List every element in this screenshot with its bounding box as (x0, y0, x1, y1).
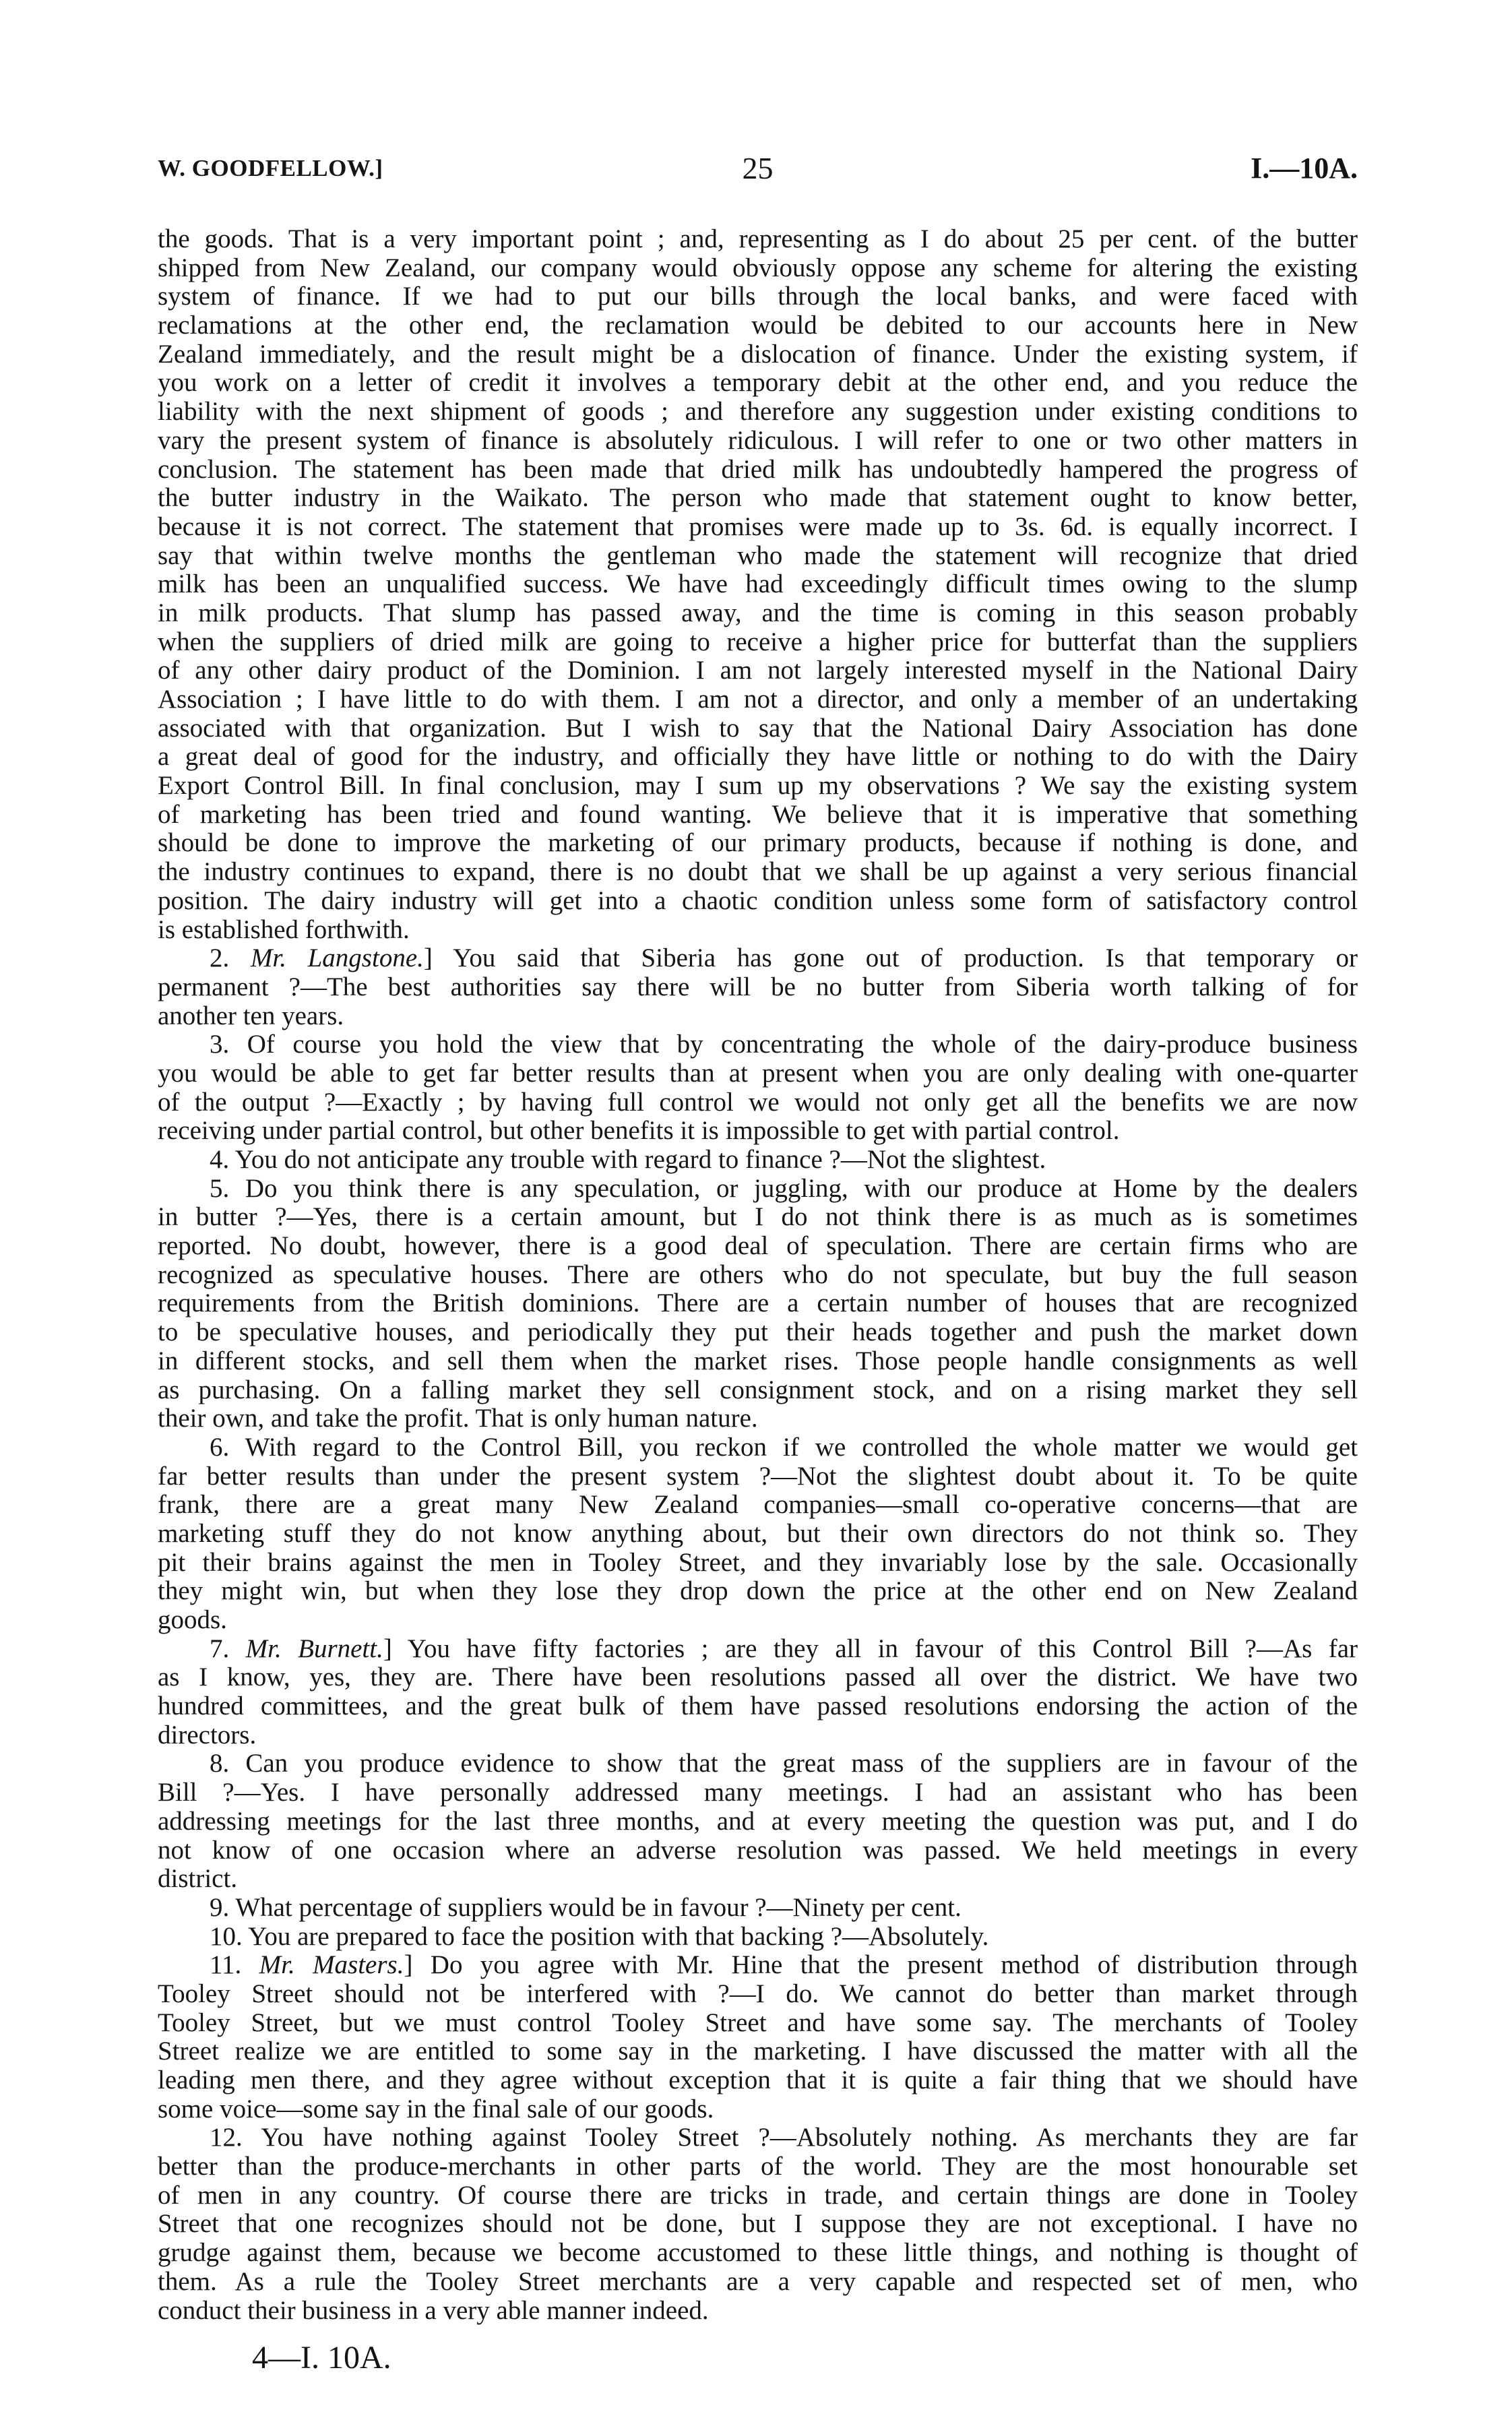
text-line (158, 1865, 1358, 1894)
line-text: permanent ?—The best authorities say there will be no butter from Siberia worth talking of for (158, 972, 1358, 1001)
question-number: 3. (210, 1030, 230, 1059)
text-line (158, 398, 1358, 427)
text-line (158, 1606, 1358, 1635)
line-text: of men in any country. Of course there are tricks in trade, and certain things are done in Tooley (158, 2180, 1358, 2210)
text-line (158, 2037, 1358, 2066)
line-text: You do not anticipate any trouble with regard to finance ?—Not the slightest. (234, 1145, 1046, 1174)
text-line (158, 1376, 1358, 1405)
line-text: district. (158, 1864, 238, 1894)
question-number: 10. (210, 1921, 243, 1951)
text-line (158, 1203, 1358, 1232)
text-line (158, 484, 1358, 513)
question-number: 5. (210, 1173, 230, 1203)
question-paragraph (158, 1030, 1358, 1146)
text-line (158, 743, 1358, 772)
paper-reference: I.—10A. (1251, 152, 1358, 185)
line-text: recognized as speculative houses. There are others who do not speculate, but buy the full season (158, 1260, 1358, 1289)
question-paragraph (158, 1894, 1358, 1923)
line-text: directors. (158, 1720, 257, 1749)
line-text: With regard to the Control Bill, you reckon if we controlled the whole matter we would get (245, 1432, 1358, 1462)
line-text: reclamations at the other end, the reclamation would be debited to our accounts here in New (158, 311, 1358, 340)
text-line (158, 916, 1358, 945)
line-text: leading men there, and they agree without exception that it is quite a fair thing that we should have (158, 2066, 1358, 2095)
text-line (158, 1146, 1358, 1175)
text-line (158, 1002, 1358, 1031)
line-text: in butter ?—Yes, there is a certain amount, but I do not think there is as much as is sometimes (158, 1202, 1358, 1232)
line-text: receiving under partial control, but other benefits it is impossible to get with partial control. (158, 1116, 1120, 1146)
line-text: some voice—some say in the final sale of our goods. (158, 2094, 714, 2123)
line-text: the goods. That is a very important point ; and, representing as I do about 25 per cent. of the butter (158, 224, 1358, 253)
line-text: far better results than under the present system ?—Not the slightest doubt about it. To be quite (158, 1461, 1358, 1491)
line-text: milk has been an unqualified success. We have had exceedingly difficult times owing to the slump (158, 569, 1358, 599)
text-line (158, 340, 1358, 369)
line-text: conduct their business in a very able manner indeed. (158, 2295, 709, 2325)
text-line (158, 282, 1358, 311)
text-line (158, 2297, 1358, 2326)
line-text: as purchasing. On a falling market they sell consignment stock, and on a rising market they sell (158, 1375, 1358, 1404)
line-text: You are prepared to face the position with that backing ?—Absolutely. (248, 1921, 989, 1951)
line-text: as I know, yes, they are. There have been resolutions passed all over the district. We have two (158, 1663, 1358, 1692)
text-line (158, 2268, 1358, 2297)
text-line (158, 1549, 1358, 1578)
text-line (158, 1088, 1358, 1117)
line-text: shipped from New Zealand, our company would obviously oppose any scheme for altering the existing (158, 253, 1358, 282)
continued-paragraph (158, 225, 1358, 944)
question-number: 7. (210, 1634, 230, 1663)
text-line (158, 1491, 1358, 1520)
text-line (158, 311, 1358, 340)
line-text: another ten years. (158, 1001, 344, 1030)
text-line (158, 714, 1358, 743)
line-text: Can you produce evidence to show that the great mass of the suppliers are in favour of the (245, 1749, 1358, 1778)
text-line (158, 513, 1358, 542)
text-line (158, 2181, 1358, 2210)
text-line (158, 1980, 1358, 2009)
line-text: Association ; I have little to do with them. I am not a director, and only a member of an undertaking (158, 685, 1358, 714)
line-text: Tooley Street should not be interfered with ?—I do. We cannot do better than market through (158, 1979, 1358, 2008)
line-text: they might win, but when they lose they drop down the price at the other end on New Zealand (158, 1576, 1358, 1606)
line-text: when the suppliers of dried milk are going to receive a higher price for butterfat than the suppliers (158, 627, 1358, 656)
speaker-name: Mr. Langstone. (250, 943, 424, 973)
text-line (158, 225, 1358, 254)
text-line (158, 1175, 1358, 1204)
text-line (158, 427, 1358, 456)
line-text: Street realize we are entitled to some say in the marketing. I have discussed the matter with all the (158, 2037, 1358, 2066)
line-text: Street that one recognizes should not be done, but I suppose they are not exceptional. I have no (158, 2209, 1358, 2239)
text-line (158, 1894, 1358, 1923)
line-text: Zealand immediately, and the result might be a dislocation of finance. Under the existing system, if (158, 339, 1358, 369)
text-line (158, 1778, 1358, 1807)
question-number: 11. (210, 1950, 242, 1980)
line-text: you work on a letter of credit it involves a temporary debit at the other end, and you reduce the (158, 368, 1358, 398)
speaker-name: Mr. Burnett. (245, 1634, 383, 1663)
text-line (158, 1635, 1358, 1664)
text-line (158, 858, 1358, 887)
text-line (158, 254, 1358, 283)
line-text: is established forthwith. (158, 914, 410, 944)
line-text: the butter industry in the Waikato. The person who made that statement ought to know better, (158, 483, 1358, 513)
text-line (158, 1749, 1358, 1778)
line-text: vary the present system of finance is absolutely ridiculous. I will refer to one or two other matters in (158, 425, 1358, 455)
question-paragraph (158, 1749, 1358, 1893)
text-line (158, 772, 1358, 801)
line-text: of the output ?—Exactly ; by having full control we would not only get all the benefits we are now (158, 1087, 1358, 1117)
text-line (158, 944, 1358, 973)
line-text: ] Do you agree with Mr. Hine that the present method of distribution through (404, 1950, 1358, 1980)
question-paragraph (158, 2123, 1358, 2325)
text-line (158, 1951, 1358, 1980)
line-text: associated with that organization. But I wish to say that the National Dairy Association has done (158, 713, 1358, 743)
line-text: addressing meetings for the last three months, and at every meeting the question was put, and I do (158, 1806, 1358, 1836)
line-text: What percentage of suppliers would be in favour ?—Ninety per cent. (235, 1892, 962, 1922)
question-number: 8. (210, 1749, 230, 1778)
line-text: their own, and take the profit. That is only human nature. (158, 1404, 758, 1433)
line-text: say that within twelve months the gentleman who made the statement will recognize that dried (158, 540, 1358, 570)
text-line (158, 1721, 1358, 1750)
line-text: Tooley Street, but we must control Tooley Street and have some say. The merchants of Tooley (158, 2008, 1358, 2037)
line-text: hundred committees, and the great bulk of them have passed resolutions endorsing the action of the (158, 1692, 1358, 1721)
text-line (158, 1117, 1358, 1146)
text-line (158, 1232, 1358, 1261)
question-paragraph (158, 1175, 1358, 1433)
text-line (158, 628, 1358, 657)
question-paragraph (158, 1433, 1358, 1635)
line-text: a great deal of good for the industry, and officially they have little or nothing to do with the Dairy (158, 742, 1358, 772)
line-text: requirements from the British dominions. There are a certain number of houses that are recognized (158, 1289, 1358, 1318)
text-line (158, 542, 1358, 571)
text-line (158, 456, 1358, 485)
text-line (158, 1433, 1358, 1462)
text-line (158, 1663, 1358, 1692)
text-line (158, 369, 1358, 398)
line-text: Do you think there is any speculation, or juggling, with our produce at Home by the dealers (245, 1173, 1358, 1203)
question-paragraph (158, 1923, 1358, 1952)
page-number: 25 (742, 151, 774, 185)
text-line (158, 2066, 1358, 2095)
text-line (158, 1404, 1358, 1433)
question-number: 9. (210, 1892, 230, 1922)
line-text: of marketing has been tried and found wanting. We believe that it is imperative that something (158, 799, 1358, 829)
text-line (158, 1347, 1358, 1376)
line-text: You have nothing against Tooley Street ?—Absolutely nothing. As merchants they are far (261, 2123, 1358, 2152)
line-text: frank, there are a great many New Zealand companies—small co-operative concerns—that are (158, 1490, 1358, 1520)
text-line (158, 570, 1358, 599)
running-head-witness: W. GOODFELLOW.] (158, 155, 383, 181)
line-text: not know of one occasion where an adverse resolution was passed. We held meetings in every (158, 1835, 1358, 1865)
question-paragraph (158, 944, 1358, 1030)
line-text: them. As a rule the Tooley Street merchants are a very capable and respected set of men, who (158, 2266, 1358, 2296)
text-line (158, 2123, 1358, 2152)
line-text: ] You said that Siberia has gone out of production. Is that temporary or (423, 943, 1358, 973)
text-line (158, 1807, 1358, 1836)
text-line (158, 1462, 1358, 1491)
text-line (158, 1261, 1358, 1290)
line-text: of any other dairy product of the Dominion. I am not largely interested myself in the National Dairy (158, 656, 1358, 685)
text-line (158, 2095, 1358, 2124)
line-text: to be speculative houses, and periodically they put their heads together and push the market down (158, 1317, 1358, 1347)
line-text: in milk products. That slump has passed away, and the time is coming in this season probably (158, 598, 1358, 627)
line-text: reported. No doubt, however, there is a good deal of speculation. There are certain firms who are (158, 1231, 1358, 1261)
text-line (158, 1059, 1358, 1088)
line-text: liability with the next shipment of goods ; and therefore any suggestion under existing conditions to (158, 397, 1358, 427)
text-line (158, 1836, 1358, 1865)
text-line (158, 1030, 1358, 1059)
text-line (158, 1923, 1358, 1952)
text-line (158, 829, 1358, 858)
line-text: should be done to improve the marketing of our primary products, because if nothing is done, and (158, 828, 1358, 858)
question-paragraph (158, 1146, 1358, 1175)
text-line (158, 1692, 1358, 1721)
text-line (158, 1289, 1358, 1318)
text-line (158, 2009, 1358, 2038)
line-text: because it is not correct. The statement that promises were made up to 3s. 6d. is equally incorrect. I (158, 511, 1358, 541)
line-text: conclusion. The statement has been made that dried milk has undoubtedly hampered the progress of (158, 454, 1358, 484)
text-line (158, 1577, 1358, 1606)
text-line (158, 887, 1358, 916)
speaker-name: Mr. Masters. (259, 1950, 404, 1980)
question-number: 6. (210, 1432, 230, 1462)
line-text: marketing stuff they do not know anything about, but their own directors do not think so. They (158, 1518, 1358, 1548)
question-number: 2. (210, 943, 230, 973)
signature-mark: 4—I. 10A. (252, 2340, 391, 2376)
line-text: Bill ?—Yes. I have personally addressed many meetings. I had an assistant who has been (158, 1778, 1358, 1807)
line-text: grudge against them, because we become accustomed to these little things, and nothing is thought of (158, 2238, 1358, 2268)
line-text: pit their brains against the men in Tooley Street, and they invariably lose by the sale. Occasionally (158, 1547, 1358, 1577)
question-number: 12. (210, 2123, 243, 2152)
line-text: ] You have fifty factories ; are they all in favour of this Control Bill ?—As far (383, 1634, 1358, 1663)
question-number: 4. (210, 1145, 230, 1174)
line-text: the industry continues to expand, there is no doubt that we shall be up against a very serious financial (158, 857, 1358, 887)
text-line (158, 801, 1358, 830)
text-line (158, 656, 1358, 685)
line-text: in different stocks, and sell them when the market rises. Those people handle consignments as well (158, 1346, 1358, 1375)
line-text: you would be able to get far better results than at present when you are only dealing with one-quarter (158, 1058, 1358, 1088)
text-line (158, 973, 1358, 1002)
text-line (158, 2152, 1358, 2181)
text-line (158, 1520, 1358, 1549)
text-line (158, 599, 1358, 628)
text-line (158, 685, 1358, 714)
line-text: goods. (158, 1605, 227, 1634)
text-line (158, 2210, 1358, 2239)
body-text (158, 225, 1358, 2325)
question-paragraph (158, 1951, 1358, 2123)
text-line (158, 1318, 1358, 1347)
running-head (158, 148, 1358, 189)
line-text: better than the produce-merchants in other parts of the world. They are the most honourable set (158, 2152, 1358, 2181)
question-paragraph (158, 1635, 1358, 1750)
text-line (158, 2239, 1358, 2268)
line-text: Of course you hold the view that by concentrating the whole of the dairy-produce business (247, 1030, 1358, 1059)
line-text: position. The dairy industry will get into a chaotic condition unless some form of satisfactory control (158, 886, 1358, 915)
line-text: Export Control Bill. In final conclusion, may I sum up my observations ? We say the existing system (158, 771, 1358, 801)
line-text: system of finance. If we had to put our bills through the local banks, and were faced with (158, 282, 1358, 311)
